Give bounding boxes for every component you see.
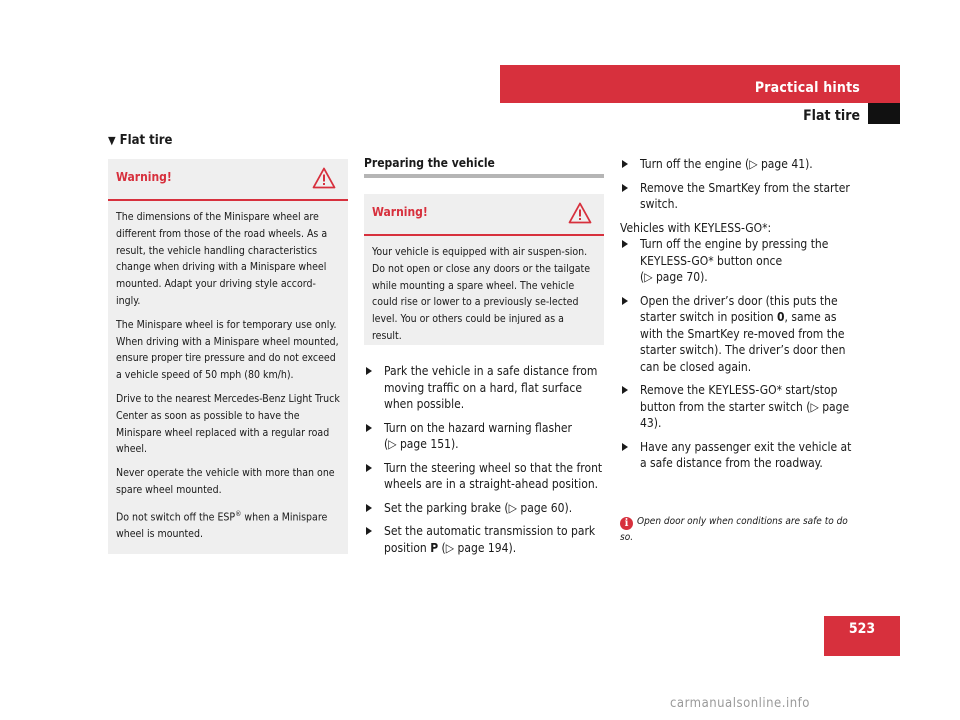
list-item xyxy=(620,236,860,286)
section-title-text: Flat tire xyxy=(119,133,173,148)
warning-box-air-suspension xyxy=(364,194,604,345)
watermark: carmanualsonline.info xyxy=(670,696,810,711)
warning-box-minispare xyxy=(108,159,348,554)
info-icon: i xyxy=(620,517,633,530)
step-text: Turn on the hazard warning flasher xyxy=(384,420,572,435)
bullet-arrow-icon xyxy=(622,386,628,394)
step-text: Remove the SmartKey from the starter switch. xyxy=(640,180,850,211)
bullet-arrow-icon xyxy=(366,464,372,472)
warning-paragraph: Drive to the nearest Mercedes-Benz Light Truck Center as soon as possible to have the Minispare wheel replaced with a regular road wheel. xyxy=(116,392,340,456)
list-item xyxy=(364,460,604,493)
info-note-text: Open door only when conditions are safe to do so. xyxy=(620,516,848,543)
steps-column-3 xyxy=(620,156,860,479)
list-item xyxy=(364,500,604,517)
bullet-arrow-icon xyxy=(622,184,628,192)
warning-paragraph: The dimensions of the Minispare wheel are different from those of the road wheels. As a result, the vehicle handling characteristics change when driving with a Minispare wheel mounted. Adapt your driving style accord-ingly. xyxy=(116,211,328,307)
list-item xyxy=(364,363,604,413)
bullet-arrow-icon xyxy=(366,367,372,375)
warning-title: Warning! xyxy=(116,170,172,184)
page-reference: (▷ page 194). xyxy=(438,540,517,555)
bullet-arrow-icon xyxy=(622,160,628,168)
list-item xyxy=(620,439,860,472)
warning-paragraph: Your vehicle is equipped with air suspen-sion. Do not open or close any doors or the tailgate while mounting a spare wheel. The vehicle could rise or lower to a previously se-lected level. You or others could be injured as a result. xyxy=(372,246,591,342)
warning-body xyxy=(108,201,348,556)
step-text: Set the parking brake xyxy=(384,500,501,515)
bullet-arrow-icon xyxy=(366,504,372,512)
bullet-arrow-icon xyxy=(622,297,628,305)
step-text: Turn off the engine xyxy=(640,157,742,171)
keyless-go-label: Vehicles with KEYLESS-GO*: xyxy=(620,220,772,235)
step-text: Have any passenger exit the vehicle at a safe distance from the roadway. xyxy=(640,439,852,470)
page-reference: (▷ page 41). xyxy=(745,157,813,171)
warning-triangle-icon xyxy=(312,167,336,189)
warning-title: Warning! xyxy=(372,205,428,219)
warning-box-header xyxy=(364,194,604,236)
step-text: Open the driver’s door (this puts the starter switch in position xyxy=(640,293,838,324)
bullet-arrow-icon xyxy=(622,443,628,451)
list-item xyxy=(620,180,860,213)
warning-paragraph-esp xyxy=(116,506,340,543)
subheading-rule xyxy=(364,174,604,178)
warning-triangle-icon xyxy=(568,202,592,224)
esp-text-end: when a Minispare wheel is mounted. xyxy=(116,511,328,541)
warning-body xyxy=(364,236,604,358)
step-text: Park the vehicle in a safe distance from moving traffic on a hard, flat surface when possible. xyxy=(384,364,598,411)
header-subsection-title: Flat tire xyxy=(803,108,860,124)
section-title xyxy=(108,133,172,148)
page-reference: (▷ page 43). xyxy=(640,399,850,430)
step-text: , same as with the SmartKey re-moved from the starter switch). The driver’s door then can be closed again. xyxy=(640,310,846,374)
step-text: Remove the KEYLESS-GO* start/stop button from the starter switch xyxy=(640,383,838,414)
steps-column-2 xyxy=(364,363,604,563)
esp-text: Do not switch off the ESP xyxy=(116,511,236,524)
list-item xyxy=(620,156,860,173)
step-text: Set the automatic transmission to park position xyxy=(384,524,596,555)
page-reference: (▷ page 151). xyxy=(384,437,459,451)
warning-box-header xyxy=(108,159,348,201)
list-item xyxy=(364,420,604,453)
page-reference: (▷ page 60). xyxy=(504,500,573,515)
warning-paragraph: Never operate the vehicle with more than one spare wheel mounted. xyxy=(116,467,335,496)
bullet-arrow-icon xyxy=(366,424,372,432)
bullet-arrow-icon xyxy=(622,240,628,248)
info-note xyxy=(620,514,860,545)
registered-mark: ® xyxy=(235,509,242,518)
starter-position-label: 0 xyxy=(777,310,785,324)
warning-paragraph: The Minispare wheel is for temporary use only. When driving with a Minispare wheel mounted, ensure proper tire pressure and do not exceed a vehicle speed of 50 mph (80 km/h). xyxy=(116,318,339,382)
step-text: Turn the steering wheel so that the front wheels are in a straight-ahead position. xyxy=(384,460,603,491)
header-section-title: Practical hints xyxy=(754,80,860,96)
park-position-label: P xyxy=(430,540,439,555)
subheading-preparing-vehicle: Preparing the vehicle xyxy=(364,156,495,170)
page-reference: (▷ page 70). xyxy=(640,270,708,284)
list-item xyxy=(620,382,860,432)
list-item xyxy=(364,523,604,556)
header-marker-block xyxy=(868,103,900,124)
section-triangle-icon: ▼ xyxy=(108,134,116,147)
step-text: Turn off the engine by pressing the KEYLESS-GO* button once xyxy=(640,237,829,268)
bullet-arrow-icon xyxy=(366,527,372,535)
page-number: 523 xyxy=(848,621,876,637)
list-item xyxy=(620,293,860,376)
